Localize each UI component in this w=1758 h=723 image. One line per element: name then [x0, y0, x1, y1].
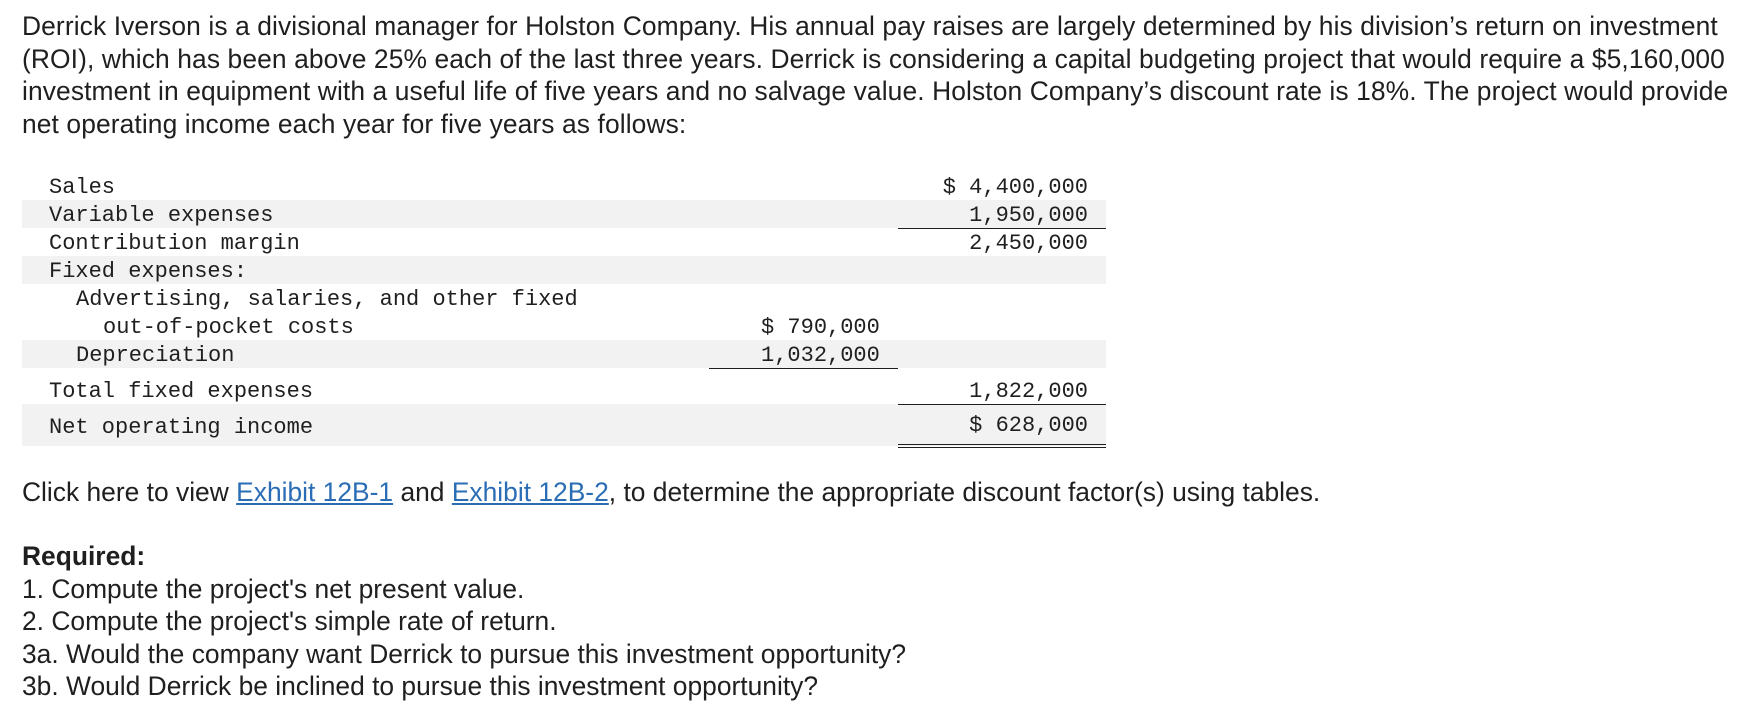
income-statement-table	[22, 172, 1106, 448]
net-operating-income-label: Net operating income	[22, 404, 692, 446]
table-row-fixed-expenses	[22, 256, 1106, 284]
problem-intro: Derrick Iverson is a divisional manager for Holston Company. His annual pay raises are largely determined by his division’s return on investment (ROI), which has been above 25% each of the last three years. Derrick is considering a capital budgeting project that would require a $5,160,000 investment in equipment with a useful life of five years and no salvage value. Holston Company’s discount rate is 18%. The project would provide net operating income each year for five years as follows:	[22, 11, 1729, 139]
table-row-advertising-line2	[22, 312, 1106, 340]
total-fixed-value: 1,822,000	[898, 368, 1106, 404]
sales-label: Sales	[49, 175, 116, 200]
required-item-3a: 3a. Would the company want Derrick to pursue this investment opportunity?	[22, 638, 907, 669]
table-row-net-operating-income	[22, 404, 1106, 446]
required-item-1: 1. Compute the project's net present value.	[22, 573, 525, 604]
advertising-label-line2: out-of-pocket costs	[103, 315, 354, 340]
variable-expenses-value: 1,950,000	[898, 200, 1106, 228]
net-operating-income-value: $ 628,000	[898, 404, 1106, 446]
advertising-label-line1: Advertising, salaries, and other fixed	[76, 287, 578, 312]
required-heading: Required:	[22, 541, 146, 571]
contribution-margin-label: Contribution margin	[49, 231, 300, 256]
advertising-value: $ 790,000	[761, 315, 880, 340]
required-section	[22, 540, 906, 703]
table-row-total-fixed	[22, 368, 1106, 404]
required-item-2: 2. Compute the project's simple rate of return.	[22, 606, 557, 636]
required-item-3b: 3b. Would Derrick be inclined to pursue this investment opportunity?	[22, 671, 819, 701]
fixed-expenses-label: Fixed expenses:	[22, 256, 692, 284]
table-row-advertising-line1	[22, 284, 1106, 312]
table-row-variable-expenses	[22, 200, 1106, 228]
table-row-depreciation	[22, 340, 1106, 368]
table-row-sales	[22, 172, 1106, 200]
depreciation-label: Depreciation	[22, 340, 692, 368]
table-row-contribution-margin	[22, 228, 1106, 256]
exhibit-links-line: Click here to view Exhibit 12B-1 and Exhibit 12B-2, to determine the appropriate discount factor(s) using tables.	[22, 477, 1321, 507]
exhibit-12b-2-link[interactable]: Exhibit 12B-2	[451, 477, 609, 507]
exhibit-12b-1-link[interactable]: Exhibit 12B-1	[236, 477, 394, 507]
depreciation-value: 1,032,000	[709, 340, 898, 368]
variable-expenses-label: Variable expenses	[22, 200, 692, 228]
contribution-margin-value: 2,450,000	[969, 231, 1088, 256]
total-fixed-label: Total fixed expenses	[49, 379, 314, 404]
sales-value: $ 4,400,000	[942, 175, 1088, 200]
